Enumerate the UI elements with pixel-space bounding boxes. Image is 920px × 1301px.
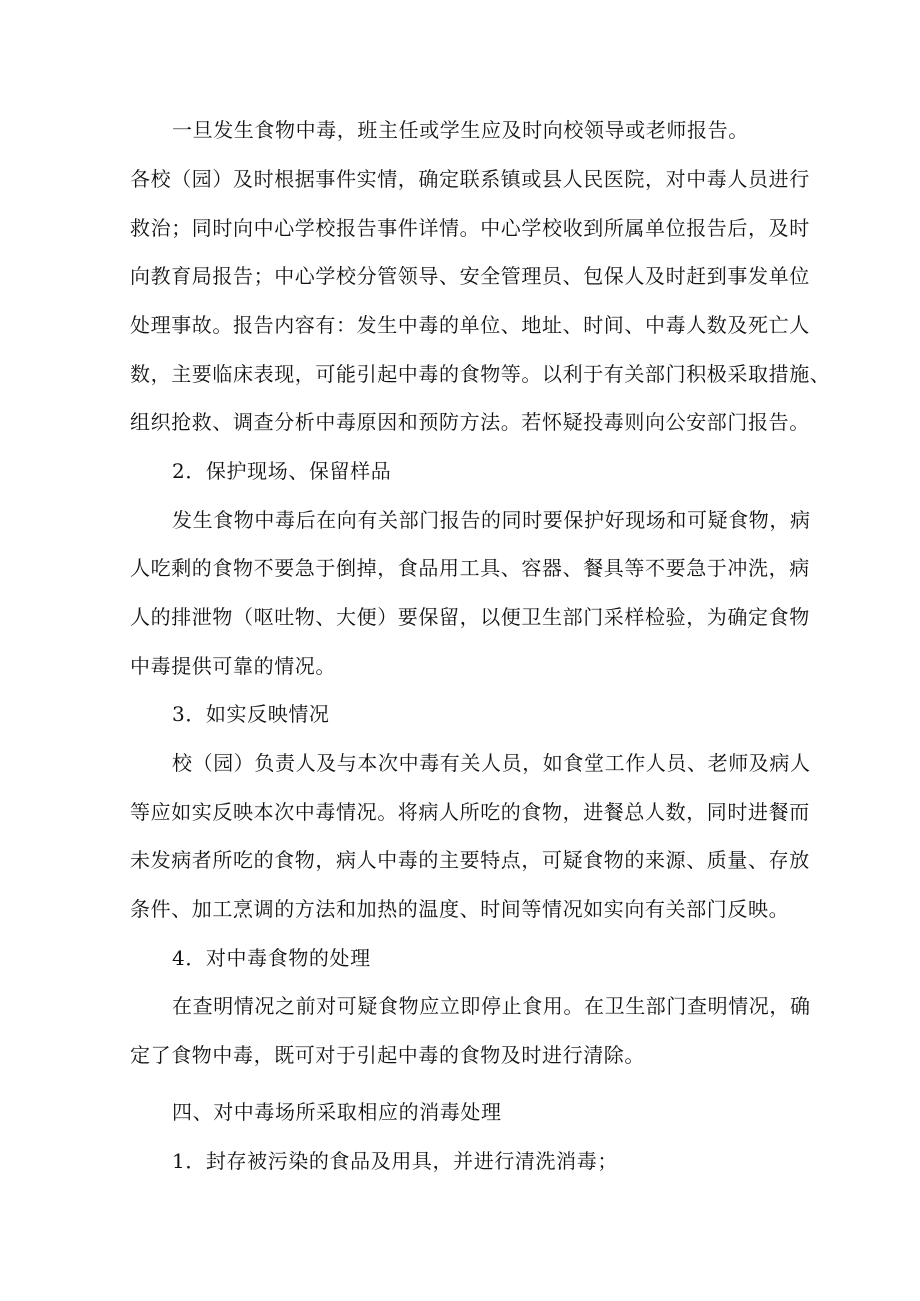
text-line: 数，主要临床表现，可能引起中毒的食物等。以利于有关部门积极采取措施、 [130,362,831,386]
text-line: 组织抢救、调查分析中毒原因和预防方法。若怀疑投毒则向公安部门报告。 [130,410,810,434]
text-line: 各校（园）及时根据事件实情，确定联系镇或县人民医院，对中毒人员进行 [130,167,810,191]
section-heading: 2．保护现场、保留样品 [172,459,392,483]
text-line: 人的排泄物（呕吐物、大便）要保留，以便卫生部门采样检验，为确定食物 [130,605,810,629]
text-line: 人吃剩的食物不要急于倒掉，食品用工具、容器、餐具等不要急于冲洗，病 [130,556,810,580]
text-line: 未发病者所吃的食物，病人中毒的主要特点，可疑食物的来源、质量、存放 [130,848,810,872]
section-heading: 1．封存被污染的食品及用具，并进行清洗消毒； [172,1149,618,1173]
text-line: 定了食物中毒，既可对于引起中毒的食物及时进行清除。 [130,1043,645,1067]
text-line: 发生食物中毒后在向有关部门报告的同时要保护好现场和可疑食物，病 [172,508,811,532]
text-line: 处理事故。报告内容有：发生中毒的单位、地址、时间、中毒人数及死亡人 [130,313,810,337]
text-line: 条件、加工烹调的方法和加热的温度、时间等情况如实向有关部门反映。 [130,897,790,921]
section-heading: 3．如实反映情况 [172,702,330,726]
section-heading: 4．对中毒食物的处理 [172,946,371,970]
text-line: 救治；同时向中心学校报告事件详情。中心学校收到所属单位报告后，及时 [130,216,810,240]
text-line: 校（园）负责人及与本次中毒有关人员，如食堂工作人员、老师及病人 [172,751,811,775]
text-line: 一旦发生食物中毒，班主任或学生应及时向校领导或老师报告。 [172,118,749,142]
text-line: 中毒提供可靠的情况。 [130,654,336,678]
section-heading: 四、对中毒场所采取相应的消毒处理 [172,1100,502,1124]
text-line: 向教育局报告；中心学校分管领导、安全管理员、包保人及时赶到事发单位 [130,264,810,288]
text-line: 在查明情况之前对可疑食物应立即停止食用。在卫生部门查明情况，确 [172,994,811,1018]
text-line: 等应如实反映本次中毒情况。将病人所吃的食物，进餐总人数，同时进餐而 [130,800,810,824]
